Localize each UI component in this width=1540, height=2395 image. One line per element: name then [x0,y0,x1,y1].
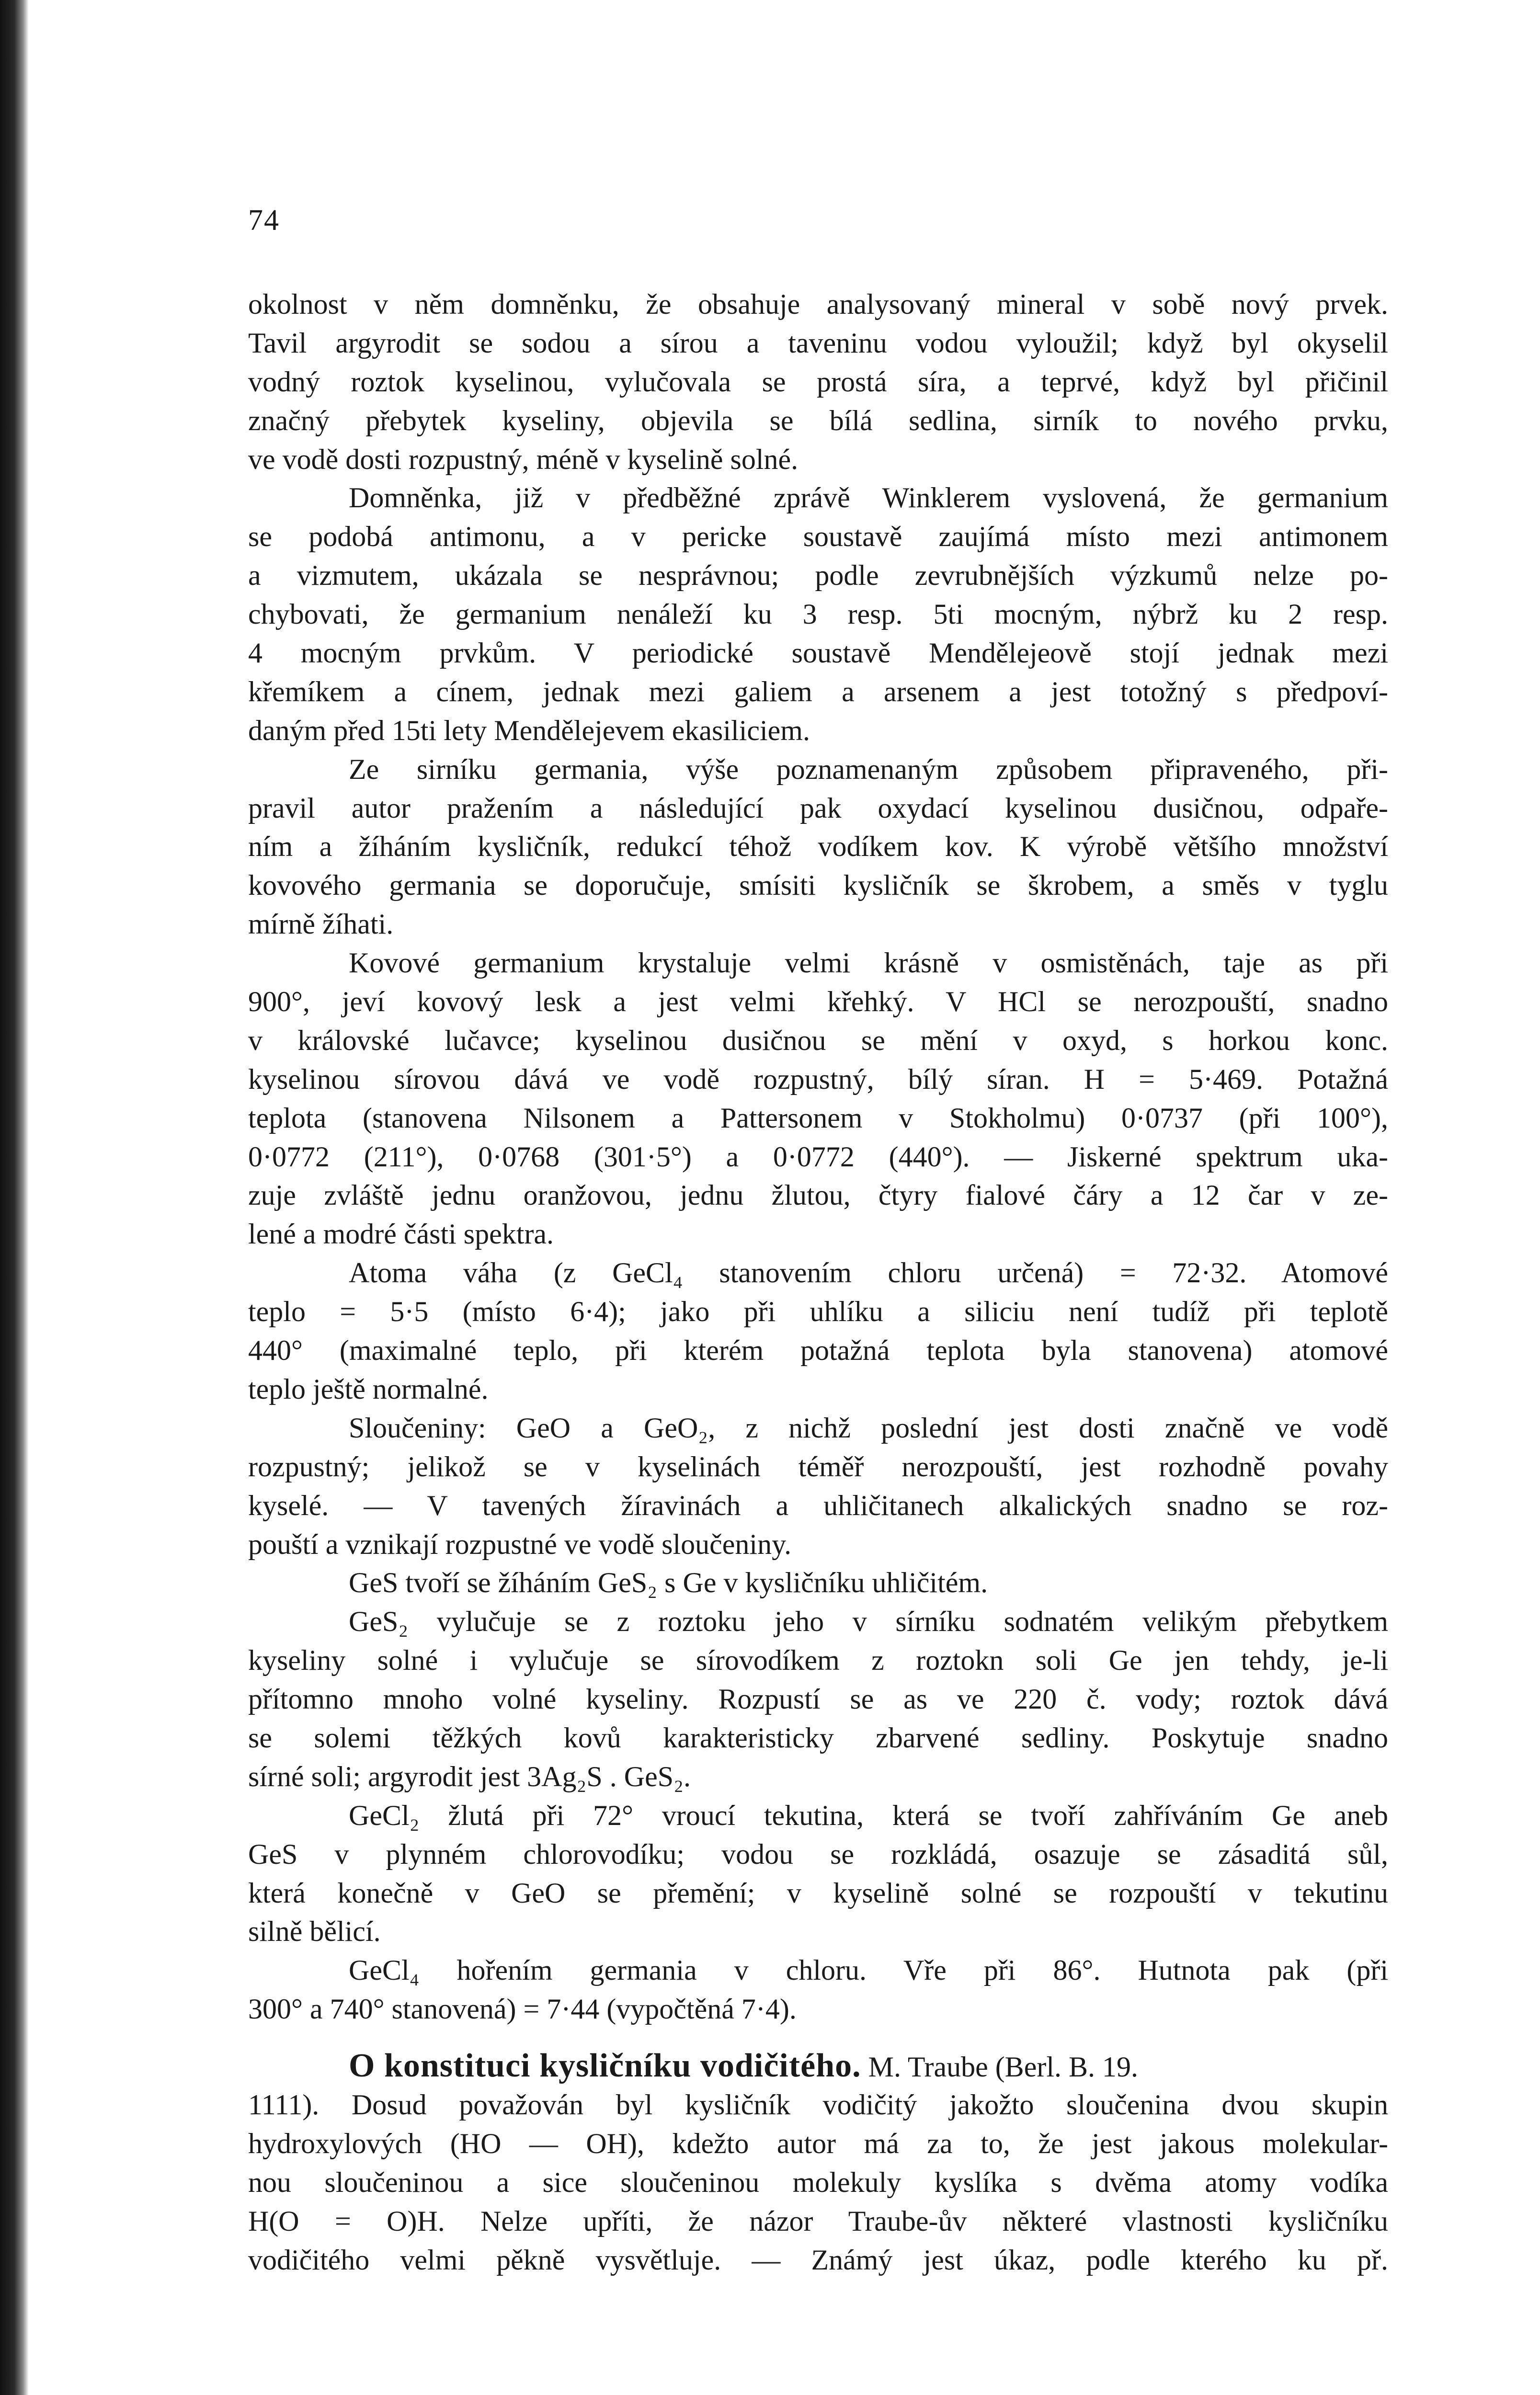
text-line: teplota (stanovena Nilsonem a Pattersonem v Stokholmu) 0·0737 (při 100°), [248,1102,1388,1134]
text-line: rozpustný; jelikož se v kyselinách téměř nerozpouští, jest rozhodně povahy [248,1450,1388,1483]
text-line: přítomno mnoho volné kyseliny. Rozpustí se as ve 220 č. vody; roztok dává [248,1683,1388,1715]
text-line: kyselinou sírovou dává ve vodě rozpustný, bílý síran. H = 5·469. Potažná [248,1063,1388,1095]
text-line: zuje zvláště jednu oranžovou, jednu žlutou, čtyry fialové čáry a 12 čar v ze- [248,1179,1388,1211]
text-line: GeS v plynném chlorovodíku; vodou se rozkládá, osazuje se zásaditá sůl, [248,1838,1388,1870]
text-line: GeCl₂ žlutá při 72° vroucí tekutina, která se tvoří zahříváním Ge aneb [349,1799,1388,1831]
text-line: kyselé. — V tavených žíravinách a uhličitanech alkalických snadno se roz- [248,1489,1388,1521]
text-line: pouští a vznikají rozpustné ve vodě sloučeniny. [248,1528,792,1560]
text-line: a vizmutem, ukázala se nesprávnou; podle zevrubnějších výzkumů nelze po- [248,559,1388,592]
text-line: lené a modré části spektra. [248,1218,554,1250]
text-line: 1111). Dosud považován byl kysličník vodičitý jakožto sloučenina dvou skupin [248,2088,1388,2121]
text-line: teplo ještě normalné. [248,1373,489,1405]
text-line: ním a žíháním kysličník, redukcí téhož vodíkem kov. K výrobě většího množství [248,831,1388,863]
text-line: ve vodě dosti rozpustný, méně v kyselině solné. [248,443,799,475]
text-line: kovového germania se doporučuje, smísiti kysličník se škrobem, a směs v tyglu [248,869,1388,901]
text-line: vodný roztok kyselinou, vylučovala se prostá síra, a teprvé, když byl přičinil [248,365,1388,398]
section-heading: O konstituci kysličníku vodičitého. [349,2047,861,2085]
section-citation: M. Traube (Berl. B. 19. [868,2051,1139,2083]
text-line: H(O = O)H. Nelze upříti, že názor Traube-ův některé vlastnosti kysličníku [248,2205,1388,2237]
text-line: hydroxylových (HO — OH), kdežto autor má za to, že jest jakous molekular- [248,2127,1388,2159]
text-line: silně bělicí. [248,1916,381,1948]
text-line: se podobá antimonu, a v pericke soustavě zaujímá místo mezi antimonem [248,521,1388,553]
text-line: kyseliny solné i vylučuje se sírovodíkem z roztokn soli Ge jen tehdy, je-li [248,1644,1388,1676]
text-line: sírné soli; argyrodit jest 3Ag₂S . GeS₂. [248,1760,691,1792]
text-line: 440° (maximalné teplo, při kterém potažná teplota byla stanovena) atomové [248,1334,1388,1367]
text-line: křemíkem a cínem, jednak mezi galiem a arsenem a jest totožný s předpoví- [248,675,1388,707]
text-line: daným před 15ti lety Mendělejevem ekasiliciem. [248,714,810,746]
text-line: v královské lučavce; kyselinou dusičnou se mění v oxyd, s horkou konc. [248,1024,1388,1056]
text-line: která konečně v GeO se přemění; v kyselině solné se rozpouští v tekutinu [248,1877,1388,1909]
text-line: se solemi těžkých kovů karakteristicky zbarvené sedliny. Poskytuje snadno [248,1722,1388,1754]
text-line: Domněnka, již v předběžné zprávě Winklerem vyslovená, že germanium [349,482,1388,514]
text-line: vodičitého velmi pěkně vysvětluje. — Známý jest úkaz, podle kterého ku př. [248,2244,1388,2276]
text-line: GeS tvoří se žíháním GeS₂ s Ge v kysličníku uhličitém. [349,1567,988,1599]
text-line: mírně žíhati. [248,908,394,940]
text-line: Tavil argyrodit se sodou a sírou a taveninu vodou vyloužil; když byl okyselil [248,327,1388,359]
text-line: GeS₂ vylučuje se z roztoku jeho v sírníku sodnatém velikým přebytkem [349,1606,1388,1638]
text-line: 0·0772 (211°), 0·0768 (301·5°) a 0·0772 (440°). — Jiskerné spektrum uka- [248,1140,1388,1173]
text-line: 300° a 740° stanovená) = 7·44 (vypočtěná 7·4). [248,1993,797,2025]
text-line: chybovati, že germanium nenáleží ku 3 resp. 5ti mocným, nýbrž ku 2 resp. [248,598,1388,630]
section-heading-line [248,2047,1388,2086]
text-line: teplo = 5·5 (místo 6·4); jako při uhlíku a siliciu není tudíž při teplotě [248,1296,1388,1328]
text-line: značný přebytek kyseliny, objevila se bílá sedlina, sirník to nového prvku, [248,404,1388,436]
text-line: nou sloučeninou a sice sloučeninou molekuly kyslíka s dvěma atomy vodíka [248,2166,1388,2198]
text-line: 900°, jeví kovový lesk a jest velmi křehký. V HCl se nerozpouští, snadno [248,986,1388,1018]
text-line: 4 mocným prvkům. V periodické soustavě Mendělejeově stojí jednak mezi [248,637,1388,669]
text-line: Ze sirníku germania, výše poznamenaným způsobem připraveného, při- [349,753,1388,785]
text-line: Kovové germanium krystaluje velmi krásně v osmistěnách, taje as při [349,947,1388,979]
page-number: 74 [248,204,280,237]
text-line: GeCl₄ hořením germania v chloru. Vře při 86°. Hutnota pak (při [349,1954,1388,1986]
text-line: Atoma váha (z GeCl₄ stanovením chloru určená) = 72·32. Atomové [349,1257,1388,1289]
text-line: Sloučeniny: GeO a GeO₂, z nichž poslední jest dosti značně ve vodě [349,1412,1388,1444]
body-text [248,285,1388,2279]
text-line: okolnost v něm domněnku, že obsahuje analysovaný mineral v sobě nový prvek. [248,288,1388,320]
text-line: pravil autor pražením a následující pak oxydací kyselinou dusičnou, odpaře- [248,792,1388,824]
